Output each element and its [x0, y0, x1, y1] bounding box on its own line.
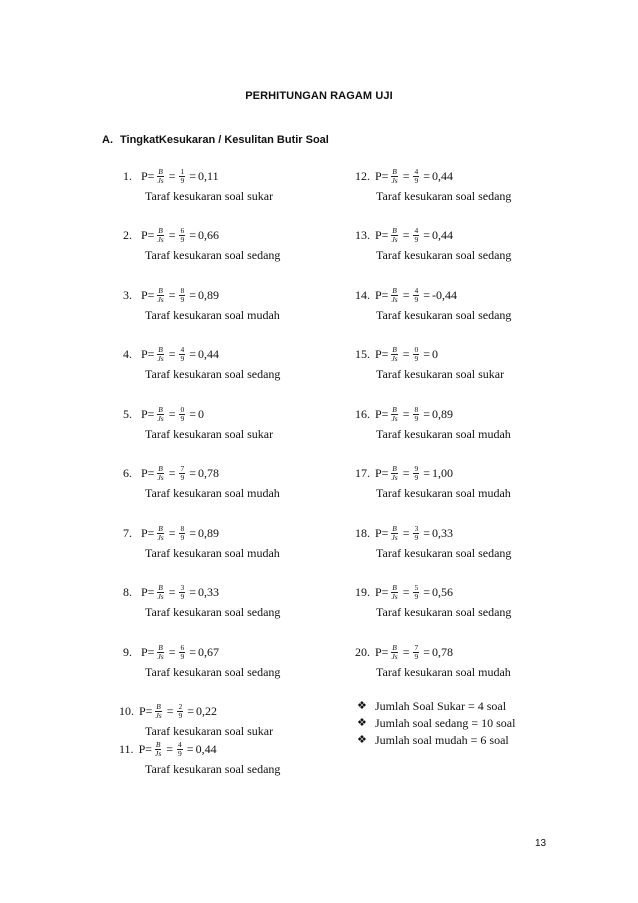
difficulty-description: Taraf kesukaran soal sedang: [376, 189, 512, 203]
summary-text: Jumlah soal sedang = 10 soal: [375, 716, 516, 730]
calculation-item: [355, 460, 511, 500]
fraction-denominator: Js: [157, 413, 164, 423]
formula-row: [355, 341, 504, 367]
fraction-denominator: 9: [180, 651, 185, 661]
result-value: 0,44: [198, 347, 220, 361]
formula-prefix: P=: [375, 407, 389, 421]
item-number: 10.: [119, 704, 134, 718]
equals-sign: =: [402, 347, 410, 361]
fraction-denominator: Js: [157, 294, 164, 304]
difficulty-description: Taraf kesukaran soal sukar: [145, 427, 274, 441]
equals-sign: =: [423, 526, 431, 540]
value-fraction: [413, 227, 419, 244]
formula-row: [119, 736, 280, 762]
formula-prefix: P=: [141, 526, 155, 540]
fraction-denominator: 9: [180, 294, 185, 304]
section-title: TingkatKesukaran / Kesulitan Butir Soal: [120, 134, 329, 146]
formula-prefix: P=: [375, 645, 389, 659]
formula-prefix: P=: [138, 742, 153, 756]
symbol-fraction: [156, 287, 164, 304]
fraction-denominator: 9: [414, 532, 419, 542]
page-title: PERHITUNGAN RAGAM UJI: [245, 90, 393, 102]
value-fraction: [413, 644, 419, 661]
equals-sign: =: [402, 288, 410, 302]
difficulty-description: Taraf kesukaran soal sedang: [376, 248, 512, 262]
difficulty-description: Taraf kesukaran soal mudah: [376, 427, 511, 441]
item-number: 15.: [355, 347, 370, 361]
formula-prefix: P=: [375, 169, 389, 183]
fraction-denominator: Js: [155, 710, 162, 720]
fraction-numerator: B: [158, 344, 163, 354]
equals-sign: =: [423, 407, 431, 421]
result-value: 0,22: [196, 704, 218, 718]
result-value: 0,78: [198, 466, 220, 480]
calculation-item: [355, 520, 511, 560]
item-number: 9.: [123, 645, 132, 659]
fraction-denominator: 9: [180, 234, 185, 244]
summary-item: [357, 698, 515, 715]
result-value: 0,33: [198, 585, 220, 599]
fraction-numerator: 5: [414, 582, 419, 592]
fraction-denominator: 9: [414, 413, 419, 423]
fraction-numerator: 4: [180, 344, 185, 354]
fraction-denominator: 9: [414, 472, 419, 482]
result-value: 0,66: [198, 228, 220, 242]
result-value: 0,89: [198, 526, 220, 540]
fraction-numerator: B: [392, 225, 397, 235]
fraction-numerator: 4: [414, 225, 419, 235]
fraction-numerator: B: [392, 344, 397, 354]
fraction-numerator: B: [158, 463, 163, 473]
difficulty-description: Taraf kesukaran soal sedang: [145, 248, 281, 262]
fraction-denominator: Js: [391, 294, 398, 304]
formula-row: [355, 579, 511, 605]
equals-sign: =: [186, 742, 194, 756]
equals-sign: =: [402, 645, 410, 659]
result-value: 0,89: [198, 288, 220, 302]
fraction-numerator: B: [158, 523, 163, 533]
equals-sign: =: [168, 645, 176, 659]
item-number: 19.: [355, 585, 370, 599]
fraction-denominator: Js: [157, 651, 164, 661]
item-number: 1.: [123, 169, 132, 183]
value-fraction: [179, 644, 185, 661]
fraction-numerator: B: [392, 642, 397, 652]
fraction-denominator: 9: [414, 234, 419, 244]
symbol-fraction: [390, 584, 398, 601]
symbol-fraction: [156, 406, 164, 423]
difficulty-description: Taraf kesukaran soal sukar: [376, 367, 505, 381]
diamond-bullet-icon: ❖: [357, 717, 367, 729]
formula-row: [123, 163, 273, 189]
formula-row: [123, 579, 280, 605]
fraction-denominator: 9: [414, 651, 419, 661]
fraction-denominator: 9: [180, 472, 185, 482]
item-number: 2.: [123, 228, 132, 242]
formula-prefix: P=: [141, 645, 155, 659]
calculation-item: [123, 579, 280, 619]
fraction-denominator: 9: [414, 294, 419, 304]
formula-prefix: P=: [375, 288, 389, 302]
result-value: -0,44: [432, 288, 458, 302]
result-value: 0,44: [195, 742, 217, 756]
symbol-fraction: [390, 644, 398, 661]
fraction-denominator: 9: [414, 175, 419, 185]
equals-sign: =: [402, 466, 410, 480]
calculation-item: [355, 282, 511, 322]
summary-text: Jumlah Soal Sukar = 4 soal: [375, 699, 507, 713]
value-fraction: [413, 584, 419, 601]
formula-row: [123, 222, 280, 248]
equals-sign: =: [168, 169, 176, 183]
value-fraction: [413, 465, 419, 482]
formula-row: [119, 698, 273, 724]
formula-row: [355, 163, 511, 189]
fraction-denominator: 9: [180, 353, 185, 363]
symbol-fraction: [390, 465, 398, 482]
fraction-denominator: Js: [157, 353, 164, 363]
calculation-item: [355, 639, 511, 679]
fraction-numerator: B: [158, 404, 163, 414]
difficulty-description: Taraf kesukaran soal sukar: [145, 724, 274, 738]
equals-sign: =: [168, 407, 176, 421]
symbol-fraction: [156, 465, 164, 482]
value-fraction: [179, 168, 185, 185]
symbol-fraction: [154, 703, 162, 720]
formula-row: [123, 639, 280, 665]
result-value: 0: [432, 347, 439, 361]
fraction-numerator: B: [158, 642, 163, 652]
equals-sign: =: [189, 585, 197, 599]
formula-prefix: P=: [375, 228, 389, 242]
value-fraction: [413, 287, 419, 304]
fraction-numerator: 3: [414, 523, 419, 533]
equals-sign: =: [168, 526, 176, 540]
result-value: 0,11: [198, 169, 219, 183]
calculation-item: [355, 222, 511, 262]
equals-sign: =: [189, 169, 197, 183]
symbol-fraction: [156, 168, 164, 185]
value-fraction: [179, 465, 185, 482]
fraction-denominator: 9: [180, 413, 185, 423]
fraction-denominator: 9: [180, 591, 185, 601]
difficulty-description: Taraf kesukaran soal sukar: [145, 189, 274, 203]
equals-sign: =: [423, 466, 431, 480]
item-number: 18.: [355, 526, 370, 540]
fraction-numerator: B: [158, 225, 163, 235]
section-heading: [102, 134, 329, 146]
formula-prefix: P=: [141, 228, 155, 242]
calculation-item: [123, 282, 280, 322]
fraction-numerator: 4: [414, 285, 419, 295]
symbol-fraction: [154, 741, 162, 758]
equals-sign: =: [423, 645, 431, 659]
equals-sign: =: [402, 526, 410, 540]
calculation-item: [123, 460, 280, 500]
difficulty-description: Taraf kesukaran soal sedang: [145, 665, 281, 679]
fraction-denominator: Js: [391, 353, 398, 363]
fraction-denominator: Js: [157, 532, 164, 542]
fraction-denominator: Js: [157, 175, 164, 185]
calculation-item: [355, 163, 511, 203]
calculation-item: [355, 401, 511, 441]
result-value: 0,56: [432, 585, 454, 599]
formula-row: [355, 639, 511, 665]
difficulty-description: Taraf kesukaran soal sedang: [145, 367, 281, 381]
fraction-numerator: 2: [178, 701, 183, 711]
equals-sign: =: [189, 645, 197, 659]
item-number: 8.: [123, 585, 132, 599]
difficulty-description: Taraf kesukaran soal mudah: [145, 308, 280, 322]
equals-sign: =: [189, 466, 197, 480]
fraction-numerator: 8: [414, 404, 419, 414]
symbol-fraction: [390, 227, 398, 244]
symbol-fraction: [156, 584, 164, 601]
fraction-denominator: Js: [391, 175, 398, 185]
formula-row: [123, 341, 280, 367]
fraction-denominator: 9: [180, 532, 185, 542]
value-fraction: [413, 346, 419, 363]
difficulty-description: Taraf kesukaran soal mudah: [376, 486, 511, 500]
symbol-fraction: [390, 168, 398, 185]
item-number: 6.: [123, 466, 132, 480]
fraction-numerator: B: [392, 404, 397, 414]
formula-prefix: P=: [141, 407, 155, 421]
symbol-fraction: [156, 227, 164, 244]
equals-sign: =: [423, 585, 431, 599]
page-number: 13: [535, 838, 547, 849]
item-number: 17.: [355, 466, 370, 480]
fraction-numerator: B: [392, 463, 397, 473]
fraction-denominator: Js: [391, 651, 398, 661]
formula-prefix: P=: [141, 169, 155, 183]
symbol-fraction: [156, 525, 164, 542]
value-fraction: [177, 703, 183, 720]
equals-sign: =: [189, 347, 197, 361]
formula-row: [123, 460, 280, 486]
calculation-item: [123, 401, 273, 441]
fraction-denominator: 9: [178, 748, 182, 758]
value-fraction: [179, 227, 185, 244]
formula-row: [355, 460, 511, 486]
equals-sign: =: [189, 407, 197, 421]
fraction-numerator: B: [392, 285, 397, 295]
diamond-bullet-icon: ❖: [357, 700, 367, 712]
item-number: 7.: [123, 526, 132, 540]
fraction-numerator: B: [158, 582, 163, 592]
fraction-numerator: B: [158, 285, 163, 295]
summary-item: [357, 715, 515, 732]
symbol-fraction: [390, 525, 398, 542]
formula-prefix: P=: [375, 526, 389, 540]
result-value: 0,44: [432, 169, 454, 183]
result-value: 0,89: [432, 407, 454, 421]
fraction-numerator: 9: [414, 463, 419, 473]
fraction-numerator: 4: [414, 166, 419, 176]
value-fraction: [179, 287, 185, 304]
difficulty-description: Taraf kesukaran soal mudah: [145, 486, 280, 500]
value-fraction: [179, 406, 185, 423]
item-number: 13.: [355, 228, 370, 242]
equals-sign: =: [402, 228, 410, 242]
calculation-item: [123, 520, 280, 560]
formula-prefix: P=: [141, 347, 155, 361]
calculation-item: [123, 341, 280, 381]
fraction-denominator: 9: [180, 175, 185, 185]
calculation-item: [119, 736, 280, 776]
formula-row: [123, 520, 280, 546]
fraction-denominator: Js: [391, 591, 398, 601]
fraction-numerator: B: [155, 739, 161, 749]
equals-sign: =: [168, 288, 176, 302]
formula-prefix: P=: [375, 466, 389, 480]
calculation-item: [119, 698, 273, 738]
fraction-numerator: 8: [180, 523, 185, 533]
value-fraction: [179, 525, 185, 542]
formula-prefix: P=: [141, 288, 155, 302]
fraction-numerator: B: [392, 523, 397, 533]
item-number: 5.: [123, 407, 132, 421]
diamond-bullet-icon: ❖: [357, 734, 367, 746]
fraction-numerator: 6: [180, 642, 185, 652]
fraction-numerator: B: [156, 701, 161, 711]
item-number: 4.: [123, 347, 132, 361]
fraction-numerator: 3: [180, 582, 185, 592]
formula-prefix: P=: [375, 585, 389, 599]
symbol-fraction: [156, 346, 164, 363]
difficulty-description: Taraf kesukaran soal sedang: [145, 605, 281, 619]
formula-prefix: P=: [141, 466, 155, 480]
equals-sign: =: [423, 347, 431, 361]
equals-sign: =: [187, 704, 195, 718]
symbol-fraction: [390, 406, 398, 423]
fraction-numerator: 8: [180, 285, 185, 295]
equals-sign: =: [168, 347, 176, 361]
equals-sign: =: [423, 169, 431, 183]
fraction-numerator: 7: [180, 463, 185, 473]
fraction-denominator: Js: [157, 472, 164, 482]
formula-row: [123, 282, 280, 308]
value-fraction: [179, 584, 185, 601]
value-fraction: [177, 741, 183, 758]
difficulty-description: Taraf kesukaran soal sedang: [376, 308, 512, 322]
difficulty-description: Taraf kesukaran soal sedang: [376, 605, 512, 619]
equals-sign: =: [423, 288, 431, 302]
formula-row: [355, 282, 511, 308]
fraction-numerator: 6: [180, 225, 185, 235]
formula-row: [355, 401, 511, 427]
item-number: 11.: [119, 742, 134, 756]
fraction-numerator: 0: [180, 404, 185, 414]
equals-sign: =: [402, 169, 410, 183]
value-fraction: [413, 406, 419, 423]
result-value: 0,44: [432, 228, 454, 242]
fraction-denominator: Js: [391, 472, 398, 482]
difficulty-description: Taraf kesukaran soal sedang: [376, 546, 512, 560]
item-number: 3.: [123, 288, 132, 302]
fraction-denominator: Js: [391, 234, 398, 244]
equals-sign: =: [423, 228, 431, 242]
fraction-numerator: 4: [178, 739, 182, 749]
equals-sign: =: [402, 585, 410, 599]
calculation-item: [123, 222, 280, 262]
fraction-denominator: 9: [414, 591, 419, 601]
result-value: 0,78: [432, 645, 454, 659]
equals-sign: =: [166, 704, 174, 718]
difficulty-description: Taraf kesukaran soal sedang: [145, 762, 281, 776]
result-value: 0,33: [432, 526, 454, 540]
symbol-fraction: [390, 287, 398, 304]
equals-sign: =: [189, 526, 197, 540]
fraction-denominator: 9: [178, 710, 183, 720]
fraction-numerator: 7: [414, 642, 419, 652]
equals-sign: =: [168, 228, 176, 242]
difficulty-description: Taraf kesukaran soal mudah: [145, 546, 280, 560]
result-value: 0,67: [198, 645, 220, 659]
formula-row: [355, 520, 511, 546]
calculation-item: [123, 163, 273, 203]
fraction-denominator: Js: [391, 532, 398, 542]
formula-prefix: P=: [141, 585, 155, 599]
fraction-numerator: B: [392, 582, 397, 592]
fraction-denominator: Js: [391, 413, 398, 423]
symbol-fraction: [156, 644, 164, 661]
fraction-denominator: Js: [157, 591, 164, 601]
fraction-numerator: B: [392, 166, 397, 176]
summary-item: [357, 732, 515, 749]
fraction-denominator: Js: [155, 748, 162, 758]
equals-sign: =: [168, 466, 176, 480]
formula-row: [355, 222, 511, 248]
formula-prefix: P=: [139, 704, 153, 718]
equals-sign: =: [168, 585, 176, 599]
value-fraction: [413, 525, 419, 542]
result-value: 1,00: [432, 466, 454, 480]
fraction-numerator: 1: [180, 166, 185, 176]
calculation-item: [355, 579, 511, 619]
section-letter: A.: [102, 134, 113, 146]
equals-sign: =: [166, 742, 174, 756]
item-number: 12.: [355, 169, 370, 183]
summary-list: [357, 698, 515, 749]
item-number: 20.: [355, 645, 370, 659]
difficulty-description: Taraf kesukaran soal mudah: [376, 665, 511, 679]
equals-sign: =: [402, 407, 410, 421]
calculation-item: [123, 639, 280, 679]
fraction-denominator: Js: [157, 234, 164, 244]
value-fraction: [179, 346, 185, 363]
fraction-denominator: 9: [414, 353, 419, 363]
item-number: 14.: [355, 288, 370, 302]
formula-prefix: P=: [375, 347, 389, 361]
summary-text: Jumlah soal mudah = 6 soal: [375, 733, 509, 747]
equals-sign: =: [189, 288, 197, 302]
value-fraction: [413, 168, 419, 185]
equals-sign: =: [189, 228, 197, 242]
item-number: 16.: [355, 407, 370, 421]
result-value: 0: [198, 407, 205, 421]
symbol-fraction: [390, 346, 398, 363]
fraction-numerator: 0: [414, 344, 419, 354]
formula-row: [123, 401, 273, 427]
calculation-item: [355, 341, 504, 381]
fraction-numerator: B: [158, 166, 163, 176]
